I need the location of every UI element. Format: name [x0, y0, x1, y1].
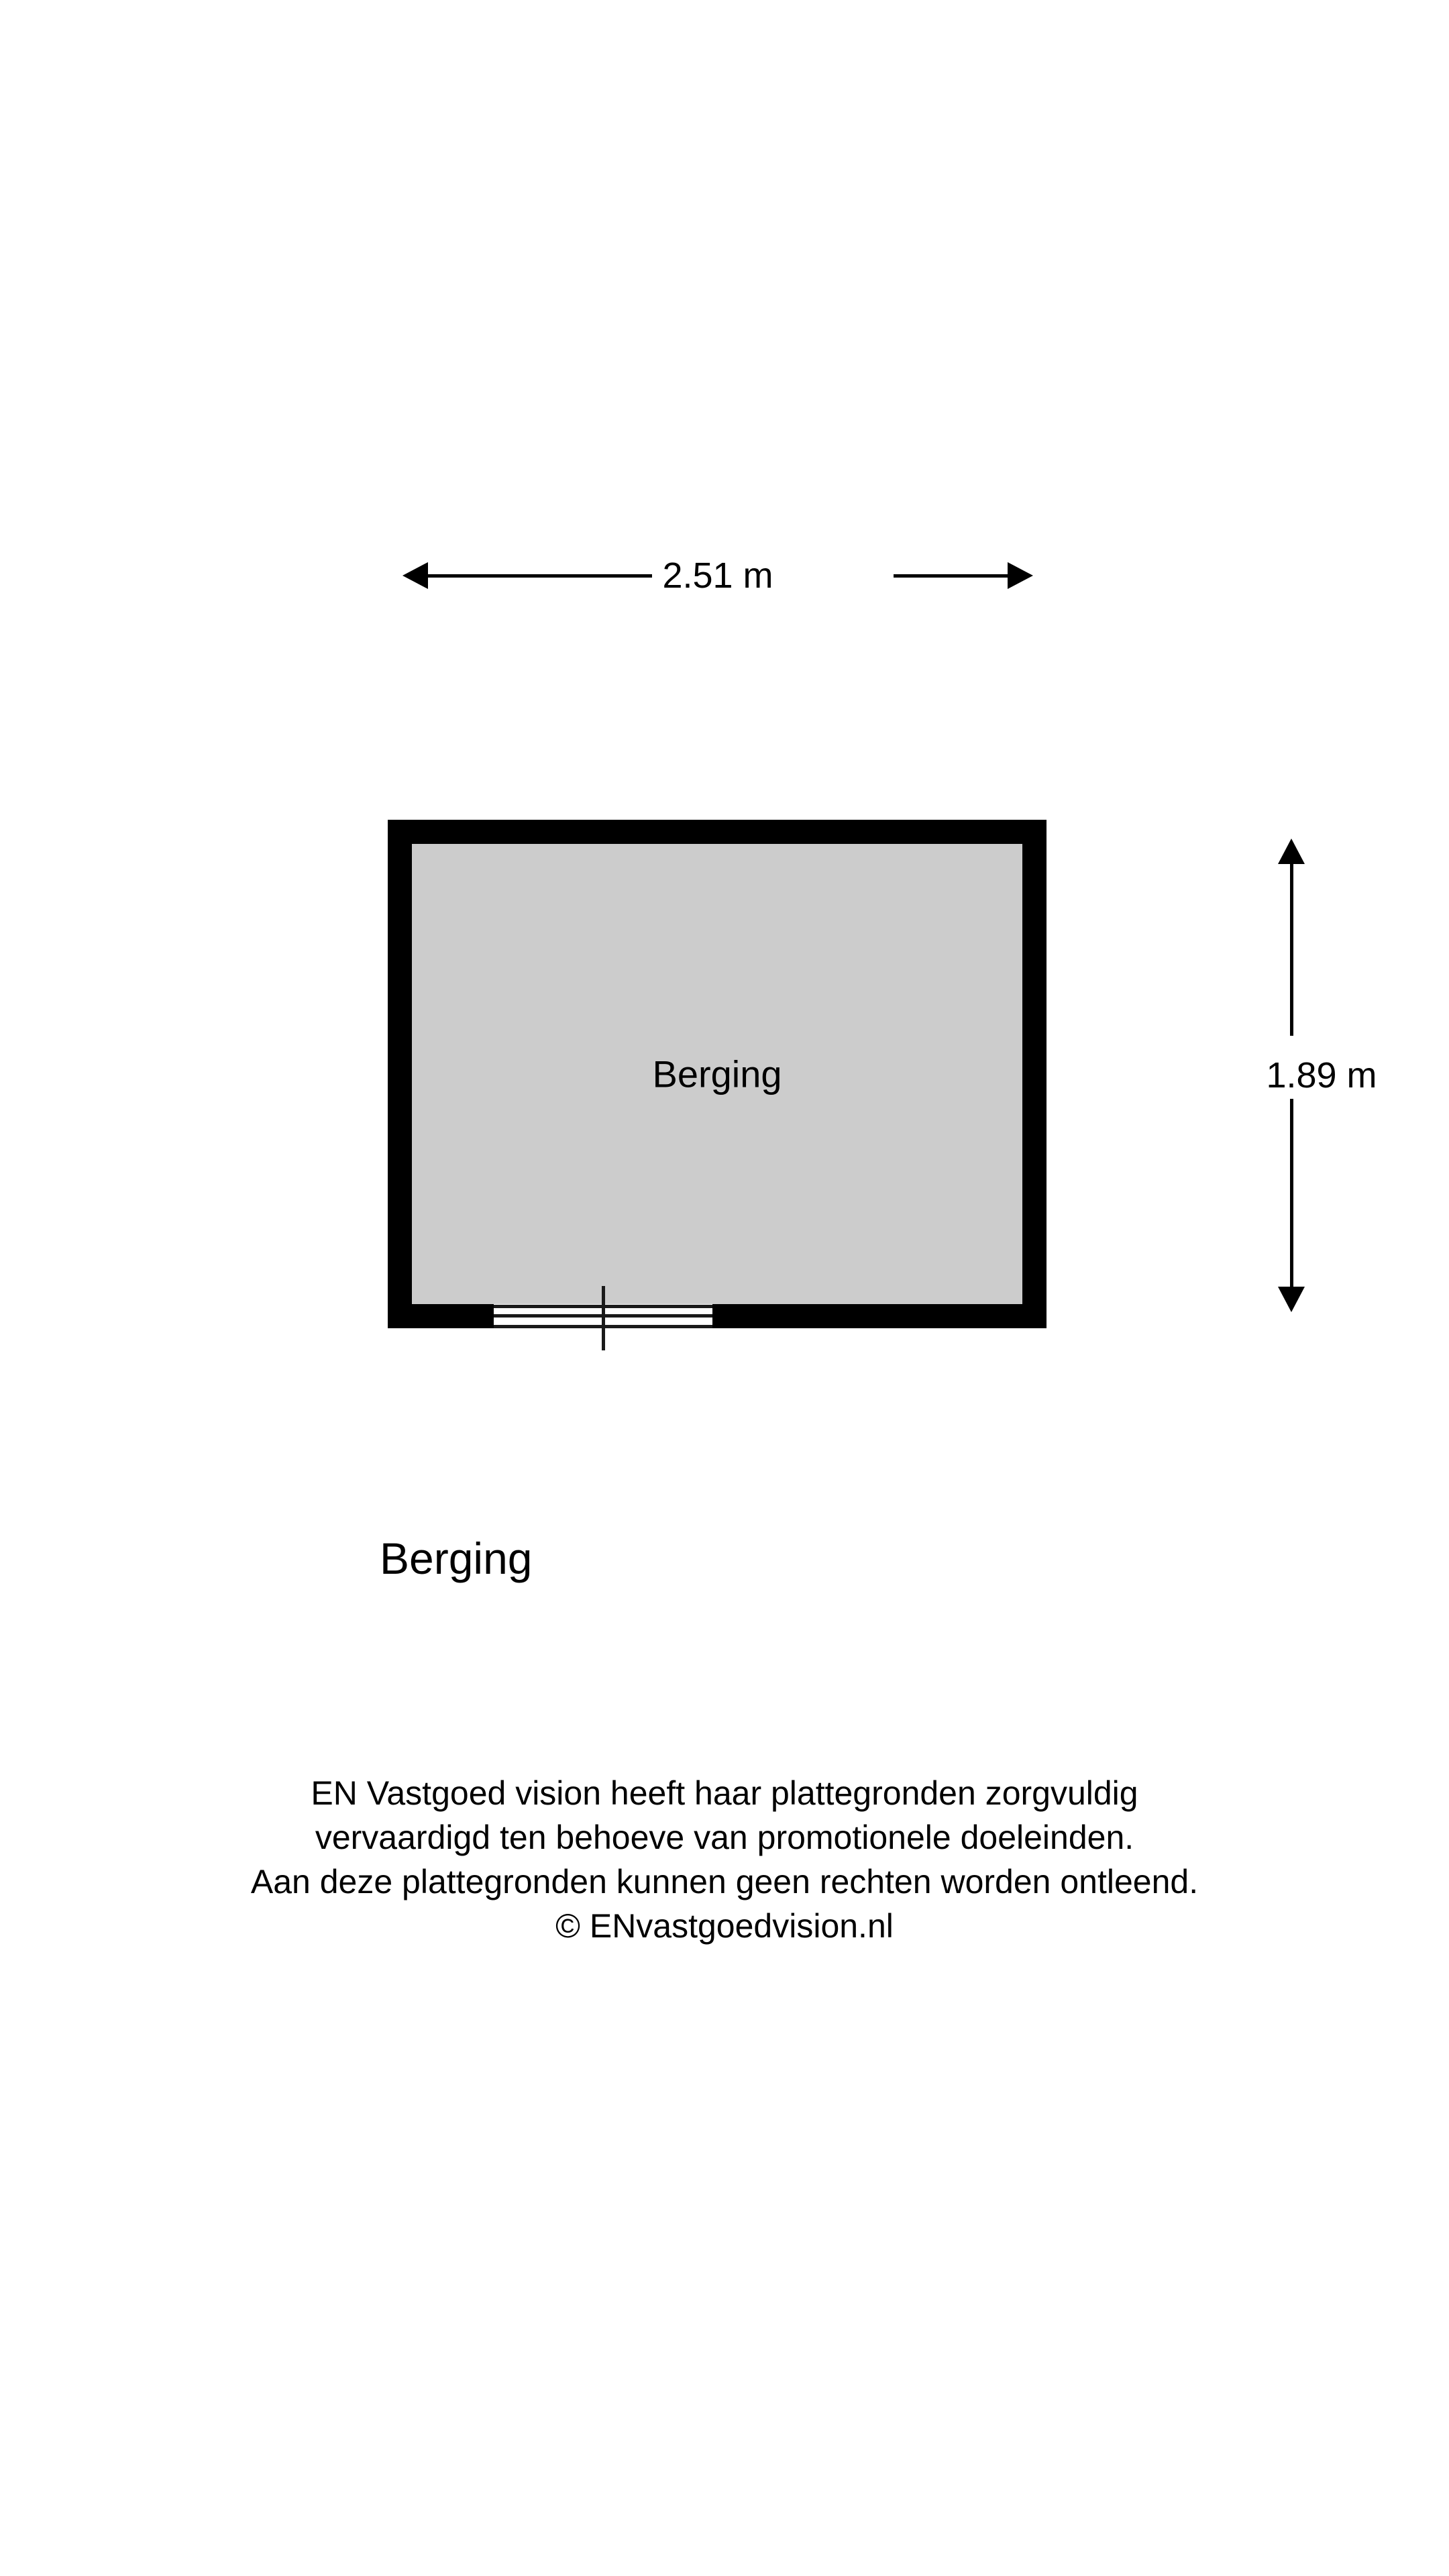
width-dimension: [402, 545, 1033, 606]
dimension-line-top: [1290, 856, 1293, 1036]
disclaimer-line: vervaardigd ten behoeve van promotionele doeleinden.: [315, 1819, 1134, 1856]
room-interior-fill: [412, 844, 1022, 1304]
height-dimension: [1234, 839, 1409, 1312]
arrow-down-icon: [1278, 1287, 1305, 1312]
disclaimer-line: Aan deze plattegronden kunnen geen rechten worden ontleend.: [250, 1863, 1199, 1900]
room-berging: [388, 820, 1046, 1328]
copyright-line: © ENvastgoedvision.nl: [555, 1907, 894, 1945]
disclaimer-line: EN Vastgoed vision heeft haar plattegronden zorgvuldig: [311, 1774, 1138, 1812]
dimension-line-bottom: [1290, 1099, 1293, 1295]
room-label: Berging: [652, 1053, 782, 1095]
height-dimension-label: 1.89 m: [1266, 1055, 1377, 1095]
disclaimer: [0, 1771, 1449, 1948]
window-center-tick: [602, 1286, 605, 1350]
width-dimension-label: 2.51 m: [662, 555, 773, 596]
page-title: Berging: [380, 1534, 533, 1583]
